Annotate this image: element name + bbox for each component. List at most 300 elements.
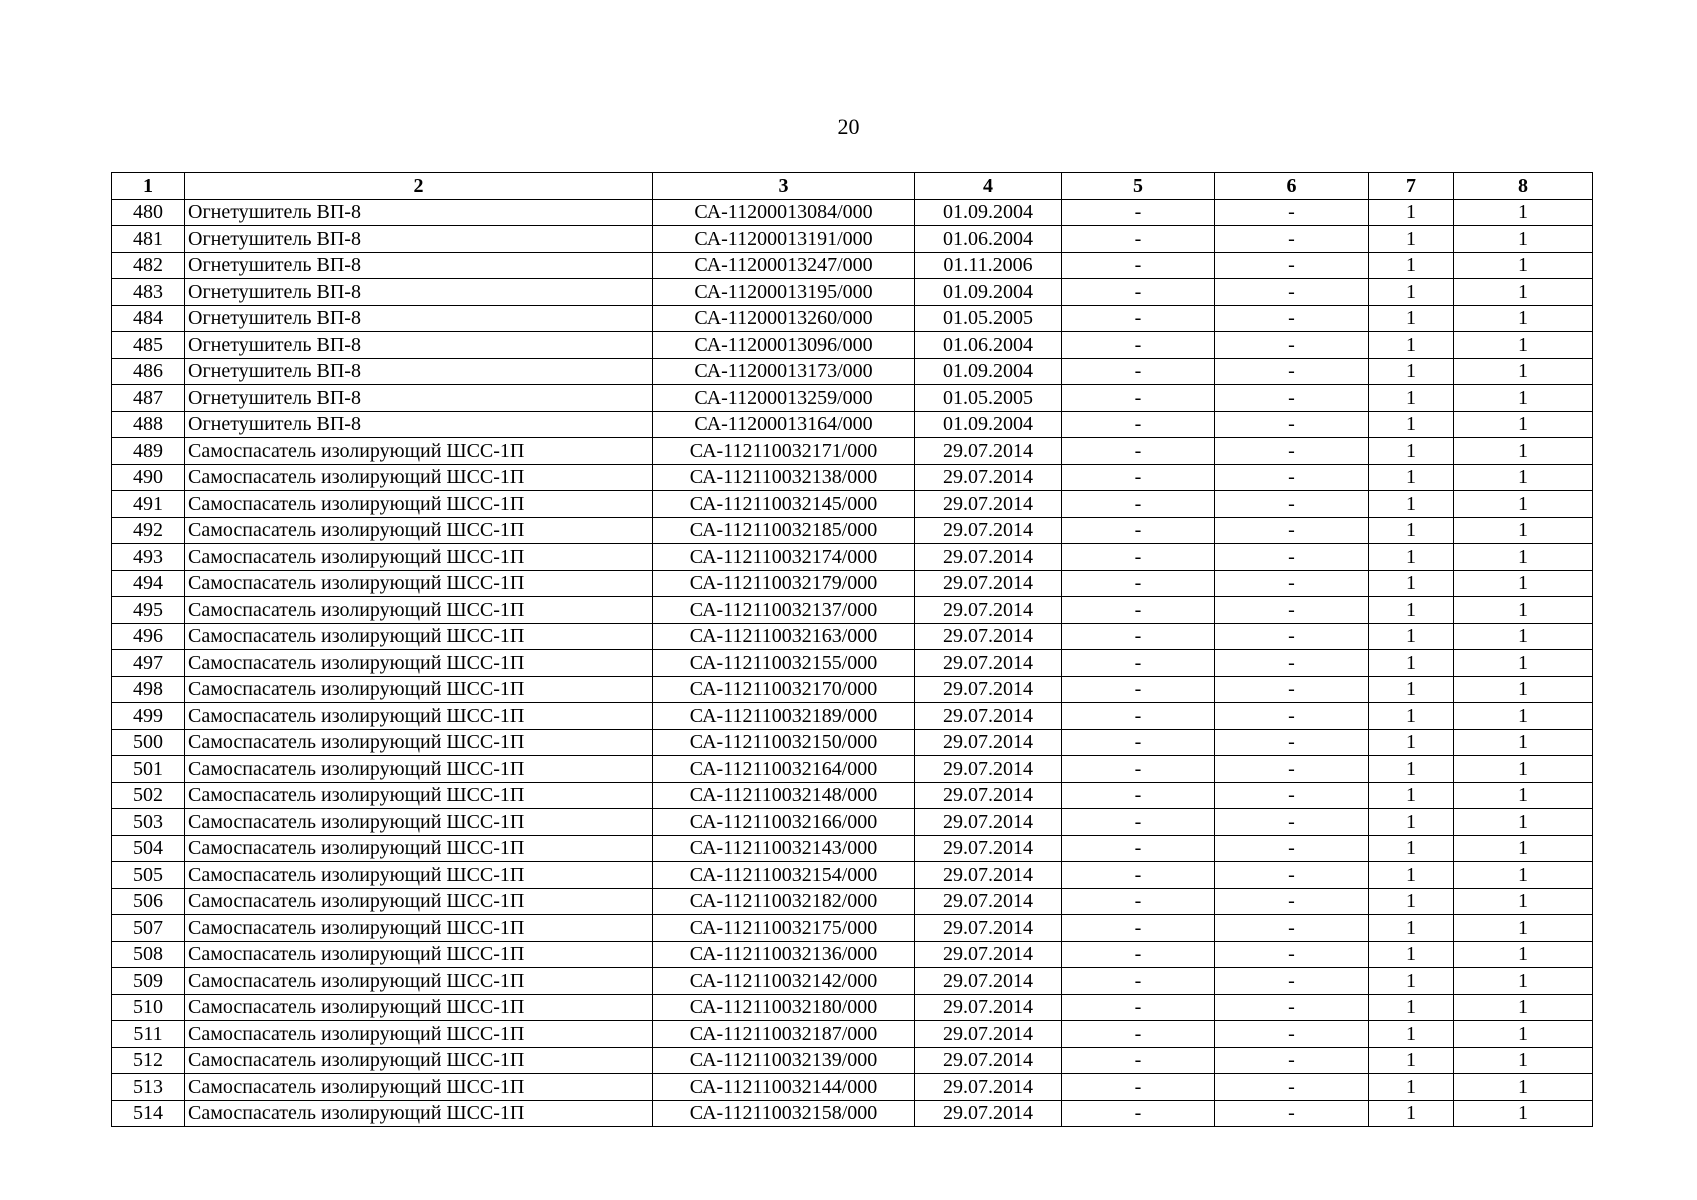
- inventory-number-cell: СА-11200013260/000: [653, 305, 915, 332]
- column-7-cell: 1: [1369, 544, 1454, 571]
- column-7-cell: 1: [1369, 517, 1454, 544]
- row-number-cell: 491: [112, 491, 185, 518]
- column-8-cell: 1: [1454, 597, 1593, 624]
- item-name-cell: Самоспасатель изолирующий ШСС-1П: [185, 491, 653, 518]
- column-header: 3: [653, 173, 915, 200]
- column-7-cell: 1: [1369, 570, 1454, 597]
- column-8-cell: 1: [1454, 305, 1593, 332]
- inventory-number-cell: СА-112110032187/000: [653, 1021, 915, 1048]
- column-7-cell: 1: [1369, 279, 1454, 306]
- row-number-cell: 509: [112, 968, 185, 995]
- item-name-cell: Самоспасатель изолирующий ШСС-1П: [185, 888, 653, 915]
- column-8-cell: 1: [1454, 358, 1593, 385]
- inventory-number-cell: СА-11200013195/000: [653, 279, 915, 306]
- table-row: [112, 941, 1593, 968]
- item-name-cell: Самоспасатель изолирующий ШСС-1П: [185, 1100, 653, 1127]
- table-row: [112, 782, 1593, 809]
- column-5-cell: -: [1062, 411, 1215, 438]
- date-cell: 29.07.2014: [915, 544, 1062, 571]
- column-6-cell: -: [1215, 703, 1369, 730]
- column-7-cell: 1: [1369, 491, 1454, 518]
- column-5-cell: -: [1062, 941, 1215, 968]
- inventory-number-cell: СА-112110032150/000: [653, 729, 915, 756]
- table-row: [112, 650, 1593, 677]
- column-6-cell: -: [1215, 544, 1369, 571]
- column-7-cell: 1: [1369, 1047, 1454, 1074]
- inventory-number-cell: СА-112110032163/000: [653, 623, 915, 650]
- column-6-cell: -: [1215, 252, 1369, 279]
- column-5-cell: -: [1062, 623, 1215, 650]
- row-number-cell: 500: [112, 729, 185, 756]
- item-name-cell: Самоспасатель изолирующий ШСС-1П: [185, 1047, 653, 1074]
- table-row: [112, 517, 1593, 544]
- row-number-cell: 492: [112, 517, 185, 544]
- inventory-number-cell: СА-112110032155/000: [653, 650, 915, 677]
- column-8-cell: 1: [1454, 411, 1593, 438]
- inventory-number-cell: СА-112110032185/000: [653, 517, 915, 544]
- date-cell: 29.07.2014: [915, 623, 1062, 650]
- item-name-cell: Огнетушитель ВП-8: [185, 411, 653, 438]
- item-name-cell: Самоспасатель изолирующий ШСС-1П: [185, 676, 653, 703]
- item-name-cell: Самоспасатель изолирующий ШСС-1П: [185, 517, 653, 544]
- column-header: 8: [1454, 173, 1593, 200]
- table-body: [112, 199, 1593, 1127]
- column-5-cell: -: [1062, 252, 1215, 279]
- column-7-cell: 1: [1369, 650, 1454, 677]
- column-5-cell: -: [1062, 199, 1215, 226]
- row-number-cell: 512: [112, 1047, 185, 1074]
- column-6-cell: -: [1215, 279, 1369, 306]
- column-7-cell: 1: [1369, 1074, 1454, 1101]
- inventory-number-cell: СА-112110032145/000: [653, 491, 915, 518]
- table-row: [112, 252, 1593, 279]
- date-cell: 29.07.2014: [915, 517, 1062, 544]
- item-name-cell: Огнетушитель ВП-8: [185, 358, 653, 385]
- row-number-cell: 510: [112, 994, 185, 1021]
- column-7-cell: 1: [1369, 676, 1454, 703]
- column-6-cell: -: [1215, 438, 1369, 465]
- column-6-cell: -: [1215, 1074, 1369, 1101]
- row-number-cell: 496: [112, 623, 185, 650]
- inventory-number-cell: СА-112110032148/000: [653, 782, 915, 809]
- inventory-number-cell: СА-112110032189/000: [653, 703, 915, 730]
- date-cell: 29.07.2014: [915, 888, 1062, 915]
- date-cell: 29.07.2014: [915, 1047, 1062, 1074]
- column-7-cell: 1: [1369, 358, 1454, 385]
- item-name-cell: Огнетушитель ВП-8: [185, 279, 653, 306]
- row-number-cell: 489: [112, 438, 185, 465]
- column-8-cell: 1: [1454, 729, 1593, 756]
- date-cell: 29.07.2014: [915, 782, 1062, 809]
- column-5-cell: -: [1062, 676, 1215, 703]
- column-5-cell: -: [1062, 305, 1215, 332]
- column-6-cell: -: [1215, 623, 1369, 650]
- table-row: [112, 1047, 1593, 1074]
- row-number-cell: 505: [112, 862, 185, 889]
- column-6-cell: -: [1215, 411, 1369, 438]
- table-row: [112, 1100, 1593, 1127]
- column-5-cell: -: [1062, 862, 1215, 889]
- date-cell: 01.06.2004: [915, 332, 1062, 359]
- date-cell: 29.07.2014: [915, 438, 1062, 465]
- row-number-cell: 486: [112, 358, 185, 385]
- item-name-cell: Самоспасатель изолирующий ШСС-1П: [185, 835, 653, 862]
- inventory-number-cell: СА-11200013191/000: [653, 226, 915, 253]
- item-name-cell: Самоспасатель изолирующий ШСС-1П: [185, 650, 653, 677]
- inventory-number-cell: СА-112110032174/000: [653, 544, 915, 571]
- column-5-cell: -: [1062, 968, 1215, 995]
- column-5-cell: -: [1062, 729, 1215, 756]
- table-row: [112, 968, 1593, 995]
- table-row: [112, 464, 1593, 491]
- column-7-cell: 1: [1369, 623, 1454, 650]
- column-6-cell: -: [1215, 941, 1369, 968]
- inventory-number-cell: СА-11200013164/000: [653, 411, 915, 438]
- row-number-cell: 493: [112, 544, 185, 571]
- row-number-cell: 499: [112, 703, 185, 730]
- date-cell: 01.09.2004: [915, 411, 1062, 438]
- table-row: [112, 544, 1593, 571]
- inventory-table: [111, 172, 1593, 1127]
- column-8-cell: 1: [1454, 835, 1593, 862]
- date-cell: 01.05.2005: [915, 385, 1062, 412]
- row-number-cell: 498: [112, 676, 185, 703]
- column-6-cell: -: [1215, 385, 1369, 412]
- table-row: [112, 332, 1593, 359]
- row-number-cell: 485: [112, 332, 185, 359]
- column-7-cell: 1: [1369, 411, 1454, 438]
- column-7-cell: 1: [1369, 199, 1454, 226]
- column-8-cell: 1: [1454, 332, 1593, 359]
- inventory-number-cell: СА-112110032138/000: [653, 464, 915, 491]
- item-name-cell: Самоспасатель изолирующий ШСС-1П: [185, 438, 653, 465]
- column-6-cell: -: [1215, 597, 1369, 624]
- column-5-cell: -: [1062, 835, 1215, 862]
- row-number-cell: 501: [112, 756, 185, 783]
- column-8-cell: 1: [1454, 968, 1593, 995]
- column-6-cell: -: [1215, 1100, 1369, 1127]
- column-6-cell: -: [1215, 809, 1369, 836]
- column-7-cell: 1: [1369, 438, 1454, 465]
- inventory-number-cell: СА-11200013173/000: [653, 358, 915, 385]
- inventory-number-cell: СА-112110032154/000: [653, 862, 915, 889]
- inventory-number-cell: СА-112110032143/000: [653, 835, 915, 862]
- table-row: [112, 835, 1593, 862]
- row-number-cell: 504: [112, 835, 185, 862]
- date-cell: 29.07.2014: [915, 1074, 1062, 1101]
- column-8-cell: 1: [1454, 544, 1593, 571]
- column-6-cell: -: [1215, 835, 1369, 862]
- table-row: [112, 491, 1593, 518]
- column-5-cell: -: [1062, 888, 1215, 915]
- row-number-cell: 506: [112, 888, 185, 915]
- date-cell: 29.07.2014: [915, 756, 1062, 783]
- column-7-cell: 1: [1369, 782, 1454, 809]
- item-name-cell: Самоспасатель изолирующий ШСС-1П: [185, 544, 653, 571]
- inventory-number-cell: СА-112110032180/000: [653, 994, 915, 1021]
- column-5-cell: -: [1062, 809, 1215, 836]
- item-name-cell: Самоспасатель изолирующий ШСС-1П: [185, 968, 653, 995]
- column-6-cell: -: [1215, 729, 1369, 756]
- column-6-cell: -: [1215, 756, 1369, 783]
- inventory-number-cell: СА-112110032142/000: [653, 968, 915, 995]
- column-7-cell: 1: [1369, 226, 1454, 253]
- column-6-cell: -: [1215, 517, 1369, 544]
- item-name-cell: Самоспасатель изолирующий ШСС-1П: [185, 464, 653, 491]
- row-number-cell: 490: [112, 464, 185, 491]
- column-8-cell: 1: [1454, 915, 1593, 942]
- table-row: [112, 888, 1593, 915]
- date-cell: 01.09.2004: [915, 358, 1062, 385]
- column-6-cell: -: [1215, 994, 1369, 1021]
- column-5-cell: -: [1062, 517, 1215, 544]
- row-number-cell: 514: [112, 1100, 185, 1127]
- inventory-number-cell: СА-112110032164/000: [653, 756, 915, 783]
- column-6-cell: -: [1215, 199, 1369, 226]
- inventory-number-cell: СА-112110032170/000: [653, 676, 915, 703]
- column-8-cell: 1: [1454, 279, 1593, 306]
- column-7-cell: 1: [1369, 862, 1454, 889]
- column-8-cell: 1: [1454, 888, 1593, 915]
- table-header-row: [112, 173, 1593, 200]
- date-cell: 29.07.2014: [915, 597, 1062, 624]
- row-number-cell: 507: [112, 915, 185, 942]
- column-6-cell: -: [1215, 305, 1369, 332]
- column-8-cell: 1: [1454, 1021, 1593, 1048]
- column-8-cell: 1: [1454, 941, 1593, 968]
- column-5-cell: -: [1062, 570, 1215, 597]
- table-row: [112, 623, 1593, 650]
- column-6-cell: -: [1215, 491, 1369, 518]
- column-5-cell: -: [1062, 438, 1215, 465]
- row-number-cell: 502: [112, 782, 185, 809]
- row-number-cell: 513: [112, 1074, 185, 1101]
- row-number-cell: 494: [112, 570, 185, 597]
- date-cell: 29.07.2014: [915, 676, 1062, 703]
- column-6-cell: -: [1215, 226, 1369, 253]
- column-7-cell: 1: [1369, 888, 1454, 915]
- table-row: [112, 305, 1593, 332]
- column-6-cell: -: [1215, 570, 1369, 597]
- date-cell: 29.07.2014: [915, 968, 1062, 995]
- inventory-number-cell: СА-11200013259/000: [653, 385, 915, 412]
- column-7-cell: 1: [1369, 994, 1454, 1021]
- column-7-cell: 1: [1369, 756, 1454, 783]
- column-7-cell: 1: [1369, 305, 1454, 332]
- item-name-cell: Огнетушитель ВП-8: [185, 199, 653, 226]
- item-name-cell: Огнетушитель ВП-8: [185, 226, 653, 253]
- inventory-number-cell: СА-11200013247/000: [653, 252, 915, 279]
- table-row: [112, 385, 1593, 412]
- item-name-cell: Огнетушитель ВП-8: [185, 385, 653, 412]
- table-row: [112, 570, 1593, 597]
- row-number-cell: 480: [112, 199, 185, 226]
- column-8-cell: 1: [1454, 650, 1593, 677]
- column-8-cell: 1: [1454, 994, 1593, 1021]
- date-cell: 29.07.2014: [915, 703, 1062, 730]
- column-7-cell: 1: [1369, 385, 1454, 412]
- column-7-cell: 1: [1369, 729, 1454, 756]
- date-cell: 01.09.2004: [915, 279, 1062, 306]
- column-6-cell: -: [1215, 1021, 1369, 1048]
- column-5-cell: -: [1062, 597, 1215, 624]
- date-cell: 29.07.2014: [915, 491, 1062, 518]
- date-cell: 29.07.2014: [915, 809, 1062, 836]
- item-name-cell: Самоспасатель изолирующий ШСС-1П: [185, 729, 653, 756]
- column-header: 1: [112, 173, 185, 200]
- column-6-cell: -: [1215, 1047, 1369, 1074]
- column-7-cell: 1: [1369, 968, 1454, 995]
- column-6-cell: -: [1215, 676, 1369, 703]
- item-name-cell: Огнетушитель ВП-8: [185, 305, 653, 332]
- date-cell: 29.07.2014: [915, 570, 1062, 597]
- column-5-cell: -: [1062, 703, 1215, 730]
- date-cell: 29.07.2014: [915, 994, 1062, 1021]
- table-row: [112, 703, 1593, 730]
- table-row: [112, 994, 1593, 1021]
- date-cell: 29.07.2014: [915, 650, 1062, 677]
- inventory-number-cell: СА-112110032144/000: [653, 1074, 915, 1101]
- table-row: [112, 676, 1593, 703]
- column-5-cell: -: [1062, 464, 1215, 491]
- column-8-cell: 1: [1454, 1074, 1593, 1101]
- column-8-cell: 1: [1454, 703, 1593, 730]
- date-cell: 29.07.2014: [915, 729, 1062, 756]
- column-header: 5: [1062, 173, 1215, 200]
- column-5-cell: -: [1062, 279, 1215, 306]
- table-row: [112, 1021, 1593, 1048]
- column-7-cell: 1: [1369, 1100, 1454, 1127]
- column-5-cell: -: [1062, 1074, 1215, 1101]
- column-8-cell: 1: [1454, 756, 1593, 783]
- column-5-cell: -: [1062, 226, 1215, 253]
- column-6-cell: -: [1215, 358, 1369, 385]
- item-name-cell: Самоспасатель изолирующий ШСС-1П: [185, 1074, 653, 1101]
- column-5-cell: -: [1062, 1100, 1215, 1127]
- item-name-cell: Самоспасатель изолирующий ШСС-1П: [185, 915, 653, 942]
- column-8-cell: 1: [1454, 491, 1593, 518]
- inventory-number-cell: СА-112110032139/000: [653, 1047, 915, 1074]
- column-5-cell: -: [1062, 915, 1215, 942]
- column-5-cell: -: [1062, 491, 1215, 518]
- column-6-cell: -: [1215, 862, 1369, 889]
- item-name-cell: Самоспасатель изолирующий ШСС-1П: [185, 862, 653, 889]
- item-name-cell: Самоспасатель изолирующий ШСС-1П: [185, 1021, 653, 1048]
- page-number: 20: [837, 114, 860, 139]
- item-name-cell: Самоспасатель изолирующий ШСС-1П: [185, 782, 653, 809]
- column-5-cell: -: [1062, 332, 1215, 359]
- table-row: [112, 756, 1593, 783]
- row-number-cell: 497: [112, 650, 185, 677]
- column-header: 4: [915, 173, 1062, 200]
- column-8-cell: 1: [1454, 464, 1593, 491]
- date-cell: 01.09.2004: [915, 199, 1062, 226]
- column-8-cell: 1: [1454, 1100, 1593, 1127]
- row-number-cell: 488: [112, 411, 185, 438]
- column-7-cell: 1: [1369, 464, 1454, 491]
- date-cell: 01.11.2006: [915, 252, 1062, 279]
- row-number-cell: 481: [112, 226, 185, 253]
- column-7-cell: 1: [1369, 703, 1454, 730]
- date-cell: 29.07.2014: [915, 1100, 1062, 1127]
- column-6-cell: -: [1215, 650, 1369, 677]
- column-8-cell: 1: [1454, 226, 1593, 253]
- column-7-cell: 1: [1369, 332, 1454, 359]
- column-8-cell: 1: [1454, 252, 1593, 279]
- date-cell: 29.07.2014: [915, 941, 1062, 968]
- row-number-cell: 508: [112, 941, 185, 968]
- date-cell: 29.07.2014: [915, 1021, 1062, 1048]
- inventory-number-cell: СА-112110032179/000: [653, 570, 915, 597]
- row-number-cell: 495: [112, 597, 185, 624]
- column-5-cell: -: [1062, 994, 1215, 1021]
- table-row: [112, 1074, 1593, 1101]
- column-8-cell: 1: [1454, 570, 1593, 597]
- column-7-cell: 1: [1369, 1021, 1454, 1048]
- column-8-cell: 1: [1454, 385, 1593, 412]
- column-7-cell: 1: [1369, 941, 1454, 968]
- item-name-cell: Самоспасатель изолирующий ШСС-1П: [185, 703, 653, 730]
- inventory-number-cell: СА-112110032182/000: [653, 888, 915, 915]
- date-cell: 29.07.2014: [915, 464, 1062, 491]
- inventory-number-cell: СА-11200013096/000: [653, 332, 915, 359]
- row-number-cell: 483: [112, 279, 185, 306]
- column-8-cell: 1: [1454, 517, 1593, 544]
- column-8-cell: 1: [1454, 1047, 1593, 1074]
- table-row: [112, 597, 1593, 624]
- column-5-cell: -: [1062, 1047, 1215, 1074]
- column-8-cell: 1: [1454, 782, 1593, 809]
- date-cell: 29.07.2014: [915, 835, 1062, 862]
- column-5-cell: -: [1062, 782, 1215, 809]
- column-6-cell: -: [1215, 464, 1369, 491]
- table-row: [112, 915, 1593, 942]
- inventory-number-cell: СА-11200013084/000: [653, 199, 915, 226]
- table-row: [112, 809, 1593, 836]
- table-row: [112, 279, 1593, 306]
- column-5-cell: -: [1062, 385, 1215, 412]
- item-name-cell: Самоспасатель изолирующий ШСС-1П: [185, 623, 653, 650]
- inventory-number-cell: СА-112110032175/000: [653, 915, 915, 942]
- table-row: [112, 438, 1593, 465]
- column-7-cell: 1: [1369, 809, 1454, 836]
- column-8-cell: 1: [1454, 676, 1593, 703]
- item-name-cell: Самоспасатель изолирующий ШСС-1П: [185, 809, 653, 836]
- column-header: 7: [1369, 173, 1454, 200]
- inventory-number-cell: СА-112110032136/000: [653, 941, 915, 968]
- date-cell: 01.06.2004: [915, 226, 1062, 253]
- table-row: [112, 226, 1593, 253]
- item-name-cell: Самоспасатель изолирующий ШСС-1П: [185, 597, 653, 624]
- column-5-cell: -: [1062, 1021, 1215, 1048]
- inventory-number-cell: СА-112110032137/000: [653, 597, 915, 624]
- column-5-cell: -: [1062, 756, 1215, 783]
- inventory-number-cell: СА-112110032158/000: [653, 1100, 915, 1127]
- column-7-cell: 1: [1369, 252, 1454, 279]
- inventory-number-cell: СА-112110032171/000: [653, 438, 915, 465]
- item-name-cell: Огнетушитель ВП-8: [185, 252, 653, 279]
- item-name-cell: Самоспасатель изолирующий ШСС-1П: [185, 756, 653, 783]
- column-8-cell: 1: [1454, 623, 1593, 650]
- row-number-cell: 511: [112, 1021, 185, 1048]
- date-cell: 01.05.2005: [915, 305, 1062, 332]
- row-number-cell: 487: [112, 385, 185, 412]
- row-number-cell: 484: [112, 305, 185, 332]
- date-cell: 29.07.2014: [915, 915, 1062, 942]
- column-5-cell: -: [1062, 650, 1215, 677]
- inventory-number-cell: СА-112110032166/000: [653, 809, 915, 836]
- column-5-cell: -: [1062, 544, 1215, 571]
